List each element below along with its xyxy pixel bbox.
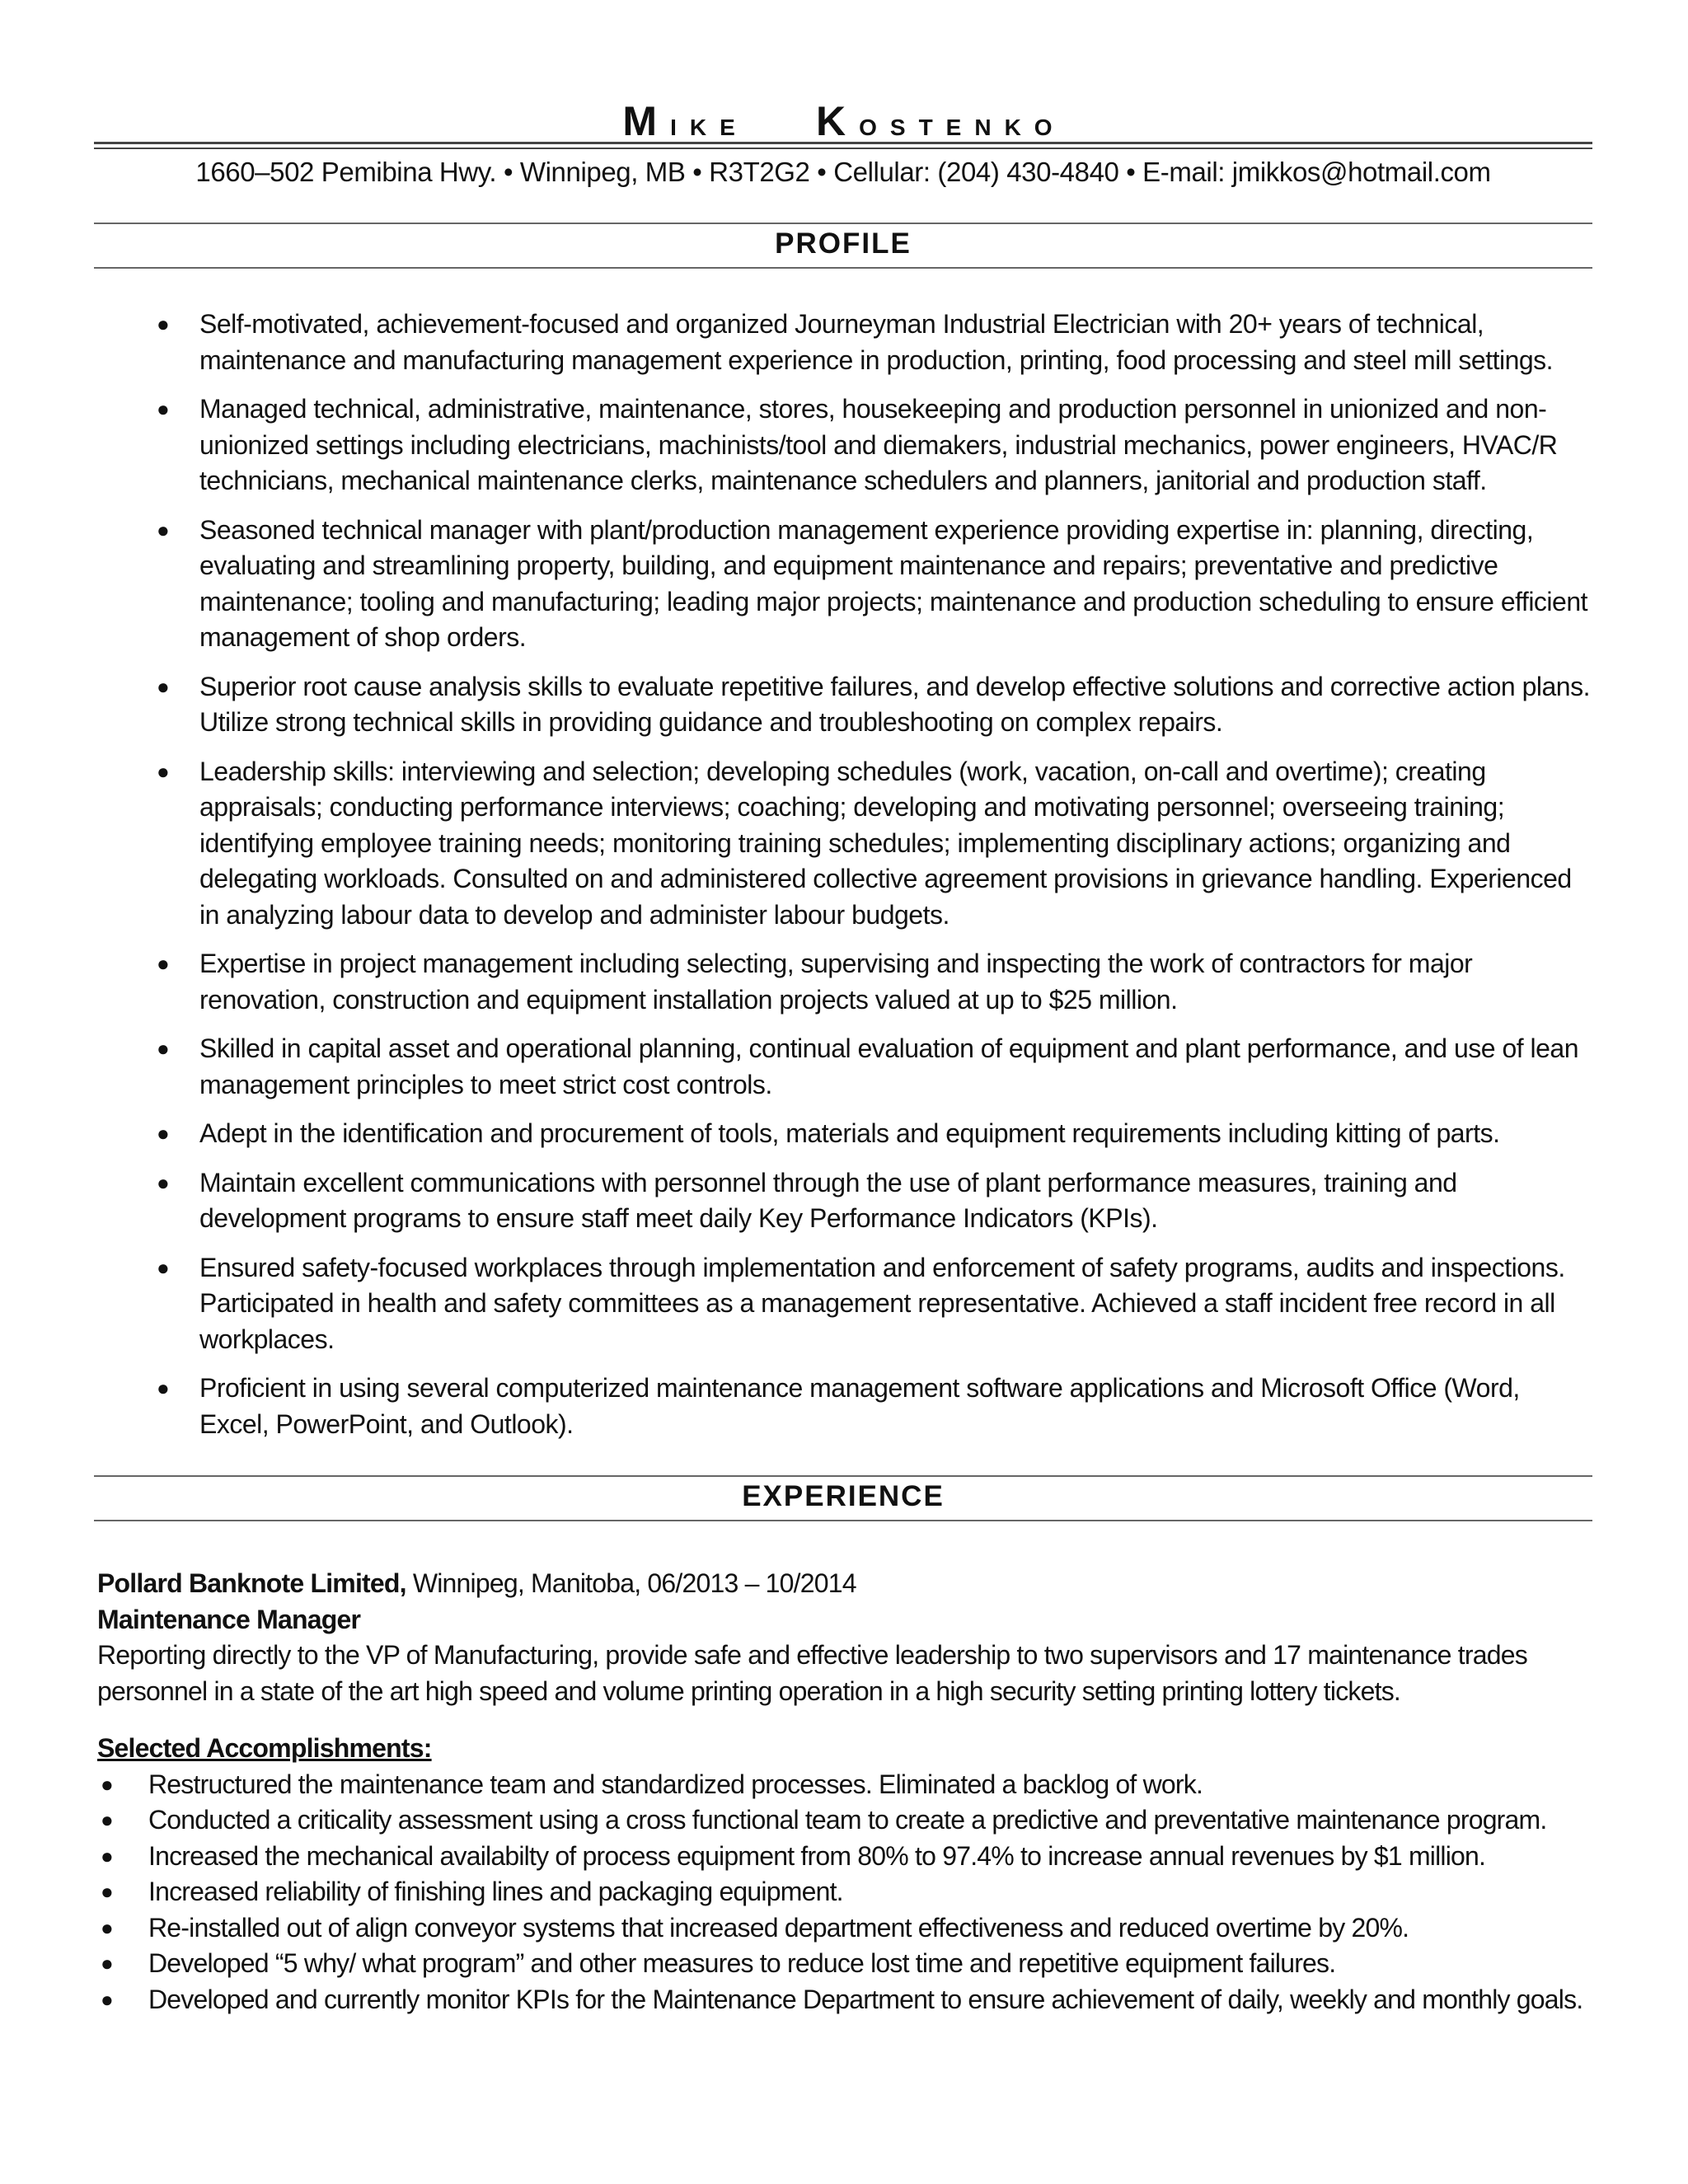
profile-item-text: Seasoned technical manager with plant/production management experience providing expertise in: planning, directing, evaluating and streamlining property, building, and equipment maintenance and repairs; preventative and predictive maintenance; tooling and manufacturing; leading major projects; maintenance and production scheduling to ensure efficient management of shop orders. xyxy=(199,514,1588,652)
accomplishment-item-text: Re-installed out of align conveyor systems that increased department effectiveness and reduced overtime by 20%. xyxy=(148,1912,1409,1943)
header-rule-bottom xyxy=(94,148,1592,149)
bullet-icon: ● xyxy=(101,1879,113,1904)
bullet-icon: ● xyxy=(157,951,170,976)
bullet-icon: ● xyxy=(101,1807,113,1832)
bullet-icon: ● xyxy=(157,1376,170,1400)
profile-item xyxy=(157,1371,1591,1442)
accomplishment-item xyxy=(97,1946,1597,1982)
accomplishment-item xyxy=(97,1802,1597,1839)
candidate-name xyxy=(0,97,1688,145)
accomplishment-item-text: Restructured the maintenance team and standardized processes. Eliminated a backlog of work. xyxy=(148,1769,1203,1799)
profile-item-text: Superior root cause analysis skills to evaluate repetitive failures, and develop effective solutions and corrective action plans. Utilize strong technical skills in providing guidance and troubleshooting on complex repairs. xyxy=(199,671,1590,737)
header-rule-top xyxy=(94,142,1592,144)
bullet-icon: ● xyxy=(157,673,170,699)
experience-heading: EXPERIENCE xyxy=(742,1480,945,1512)
bullet-icon: ● xyxy=(157,1169,170,1195)
accomplishment-item xyxy=(97,1910,1597,1947)
job-header xyxy=(97,1566,1597,1602)
bullet-icon: ● xyxy=(157,1036,170,1061)
profile-item-text: Expertise in project management including selecting, supervising and inspecting the work of contractors for major renovation, construction and equipment installation projects valued at up to $25 million. xyxy=(199,949,1473,1015)
accomplishment-item-text: Conducted a criticality assessment using a cross functional team to create a predictive and preventative maintenance program. xyxy=(148,1805,1547,1835)
profile-item xyxy=(157,1165,1591,1237)
profile-item-text: Adept in the identification and procurement of tools, materials and equipment requirements including kitting of parts. xyxy=(199,1118,1500,1148)
profile-rule-top xyxy=(94,223,1592,224)
accomplishment-item-text: Developed and currently monitor KPIs for the Maintenance Department to ensure achievement of daily, weekly and monthly goals. xyxy=(148,1984,1583,2014)
profile-item xyxy=(157,946,1591,1018)
bullet-icon: ● xyxy=(157,517,170,542)
name-first-rest: ike xyxy=(670,106,748,143)
bullet-icon: ● xyxy=(101,1843,113,1868)
bullet-icon: ● xyxy=(157,312,170,336)
accomplishment-item-text: Developed “5 why/ what program” and other measures to reduce lost time and repetitive equipment failures. xyxy=(148,1948,1336,1978)
bullet-icon: ● xyxy=(101,1951,113,1975)
bullet-icon: ● xyxy=(157,1121,170,1146)
accomplishment-item xyxy=(97,1982,1597,2018)
accomplishment-item-text: Increased the mechanical availabilty of process equipment from 80% to 97.4% to increase annual revenues by $1 million. xyxy=(148,1840,1486,1871)
company-name: Pollard Banknote Limited, xyxy=(97,1568,406,1598)
bullet-icon: ● xyxy=(157,758,170,784)
name-first-initial: M xyxy=(622,98,671,144)
name-last-initial: K xyxy=(816,98,860,144)
experience-rule-top xyxy=(94,1475,1592,1477)
profile-list xyxy=(157,307,1591,1455)
accomplishments-list xyxy=(97,1767,1597,2018)
profile-item-text: Leadership skills: interviewing and selection; developing schedules (work, vacation, on-call and overtime); creating appraisals; conducting performance interviews; coaching; developing and motivating personnel; overseeing training; identifying employee training needs; monitoring training schedules; implementing disciplinary actions; organizing and delegating workloads. Consulted on and administered collective agreement provisions in grievance handling. Experienced in analyzing labour data to develop and administer labour budgets. xyxy=(199,756,1572,930)
bullet-icon: ● xyxy=(101,1915,113,1940)
contact-line: 1660–502 Pemibina Hwy. • Winnipeg, MB • R3T2G2 • Cellular: (204) 430-4840 • E-mail: jmikkos@hotmail.com xyxy=(195,157,1491,187)
job-entry xyxy=(97,1566,1597,2018)
profile-item-text: Managed technical, administrative, maintenance, stores, housekeeping and production personnel in unionized and non-unionized settings including electricians, machinists/tool and diemakers, industrial mechanics, power engineers, HVAC/R technicians, mechanical maintenance clerks, maintenance schedulers and planners, janitorial and production staff. xyxy=(199,394,1558,495)
profile-item-text: Self-motivated, achievement-focused and organized Journeyman Industrial Electrician with 20+ years of technical, maintenance and manufacturing management experience in production, printing, food processing and steel mill settings. xyxy=(199,309,1554,375)
profile-item xyxy=(157,307,1591,378)
bullet-icon: ● xyxy=(101,1771,113,1797)
bullet-icon: ● xyxy=(157,1254,170,1280)
profile-item xyxy=(157,1116,1591,1152)
accomplishment-item xyxy=(97,1839,1597,1875)
name-last-rest: ostenko xyxy=(859,106,1066,143)
bullet-icon: ● xyxy=(157,396,170,421)
profile-item-text: Proficient in using several computerized maintenance management software applications and Microsoft Office (Word, Excel, PowerPoint, and Outlook). xyxy=(199,1373,1520,1439)
profile-item xyxy=(157,754,1591,934)
profile-item-text: Ensured safety-focused workplaces through implementation and enforcement of safety programs, audits and inspections. Participated in health and safety committees as a management representative. Achieved a staff incident free record in all workplaces. xyxy=(199,1252,1565,1354)
job-summary: Reporting directly to the VP of Manufacturing, provide safe and effective leadership to two supervisors and 17 maintenance trades personnel in a state of the art high speed and volume printing operation in a high security setting printing lottery tickets. xyxy=(97,1640,1527,1706)
profile-item xyxy=(157,1031,1591,1103)
profile-item xyxy=(157,391,1591,499)
bullet-icon: ● xyxy=(101,1986,113,2012)
accomplishment-item xyxy=(97,1874,1597,1910)
profile-item-text: Skilled in capital asset and operational planning, continual evaluation of equipment and plant performance, and use of lean management principles to meet strict cost controls. xyxy=(199,1033,1579,1099)
experience-rule-bottom xyxy=(94,1520,1592,1521)
profile-item-text: Maintain excellent communications with personnel through the use of plant performance measures, training and development programs to ensure staff meet daily Key Performance Indicators (KPIs). xyxy=(199,1167,1457,1233)
accomplishments-heading: Selected Accomplishments: xyxy=(97,1733,432,1763)
accomplishment-item xyxy=(97,1767,1597,1803)
company-location-dates: Winnipeg, Manitoba, 06/2013 – 10/2014 xyxy=(406,1568,856,1598)
accomplishment-item-text: Increased reliability of finishing lines and packaging equipment. xyxy=(148,1877,843,1906)
profile-item xyxy=(157,513,1591,656)
job-title: Maintenance Manager xyxy=(97,1604,361,1634)
profile-rule-bottom xyxy=(94,267,1592,269)
profile-item xyxy=(157,1250,1591,1358)
profile-heading: PROFILE xyxy=(775,227,912,260)
profile-item xyxy=(157,669,1591,741)
